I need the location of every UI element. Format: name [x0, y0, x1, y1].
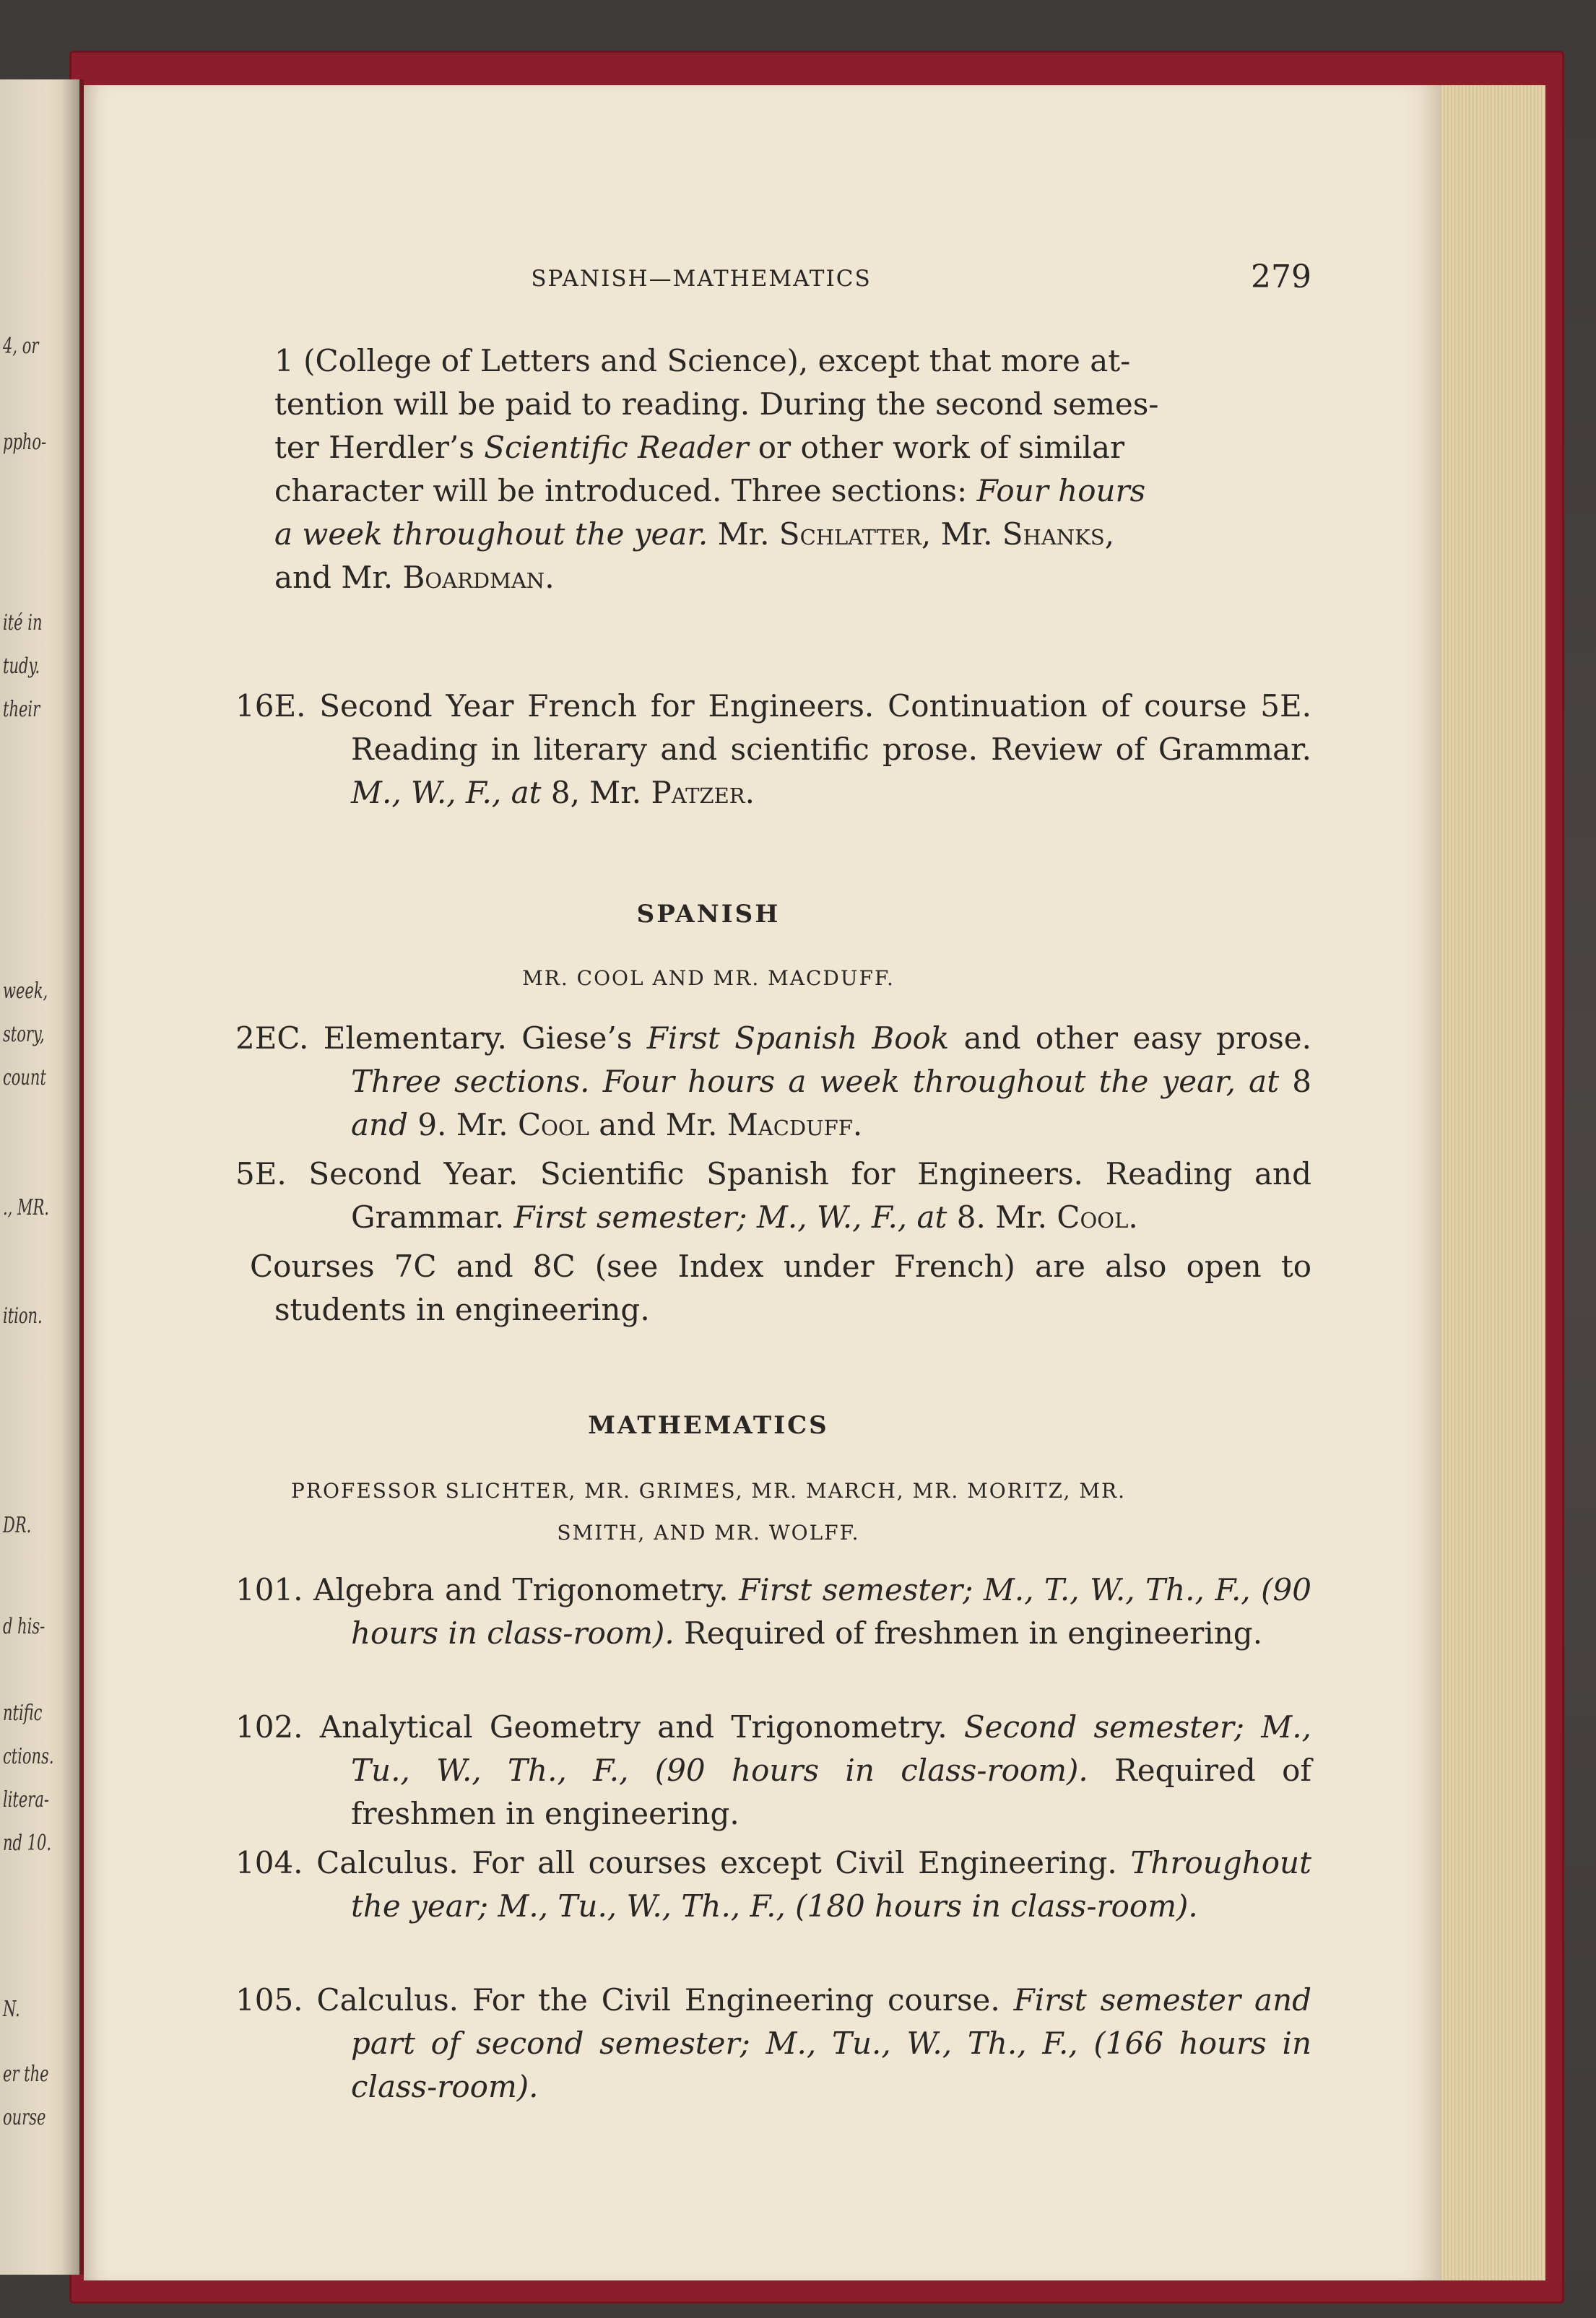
text-span: ter Herdler’s: [274, 430, 485, 465]
course-description: Analytical Geometry and Trigonometry.: [303, 1709, 964, 1745]
left-page-fragment: ppho-: [3, 430, 47, 455]
left-page-fragment: 4, or: [3, 334, 39, 359]
course-number: 102.: [235, 1709, 303, 1745]
course-number: 5E.: [235, 1156, 287, 1191]
text-line: 1 (College of Letters and Science), except that more at-: [274, 343, 1131, 378]
left-page-fragment: N.: [3, 1997, 20, 2022]
page-number: 279: [1251, 259, 1311, 295]
text-span: .: [852, 1107, 863, 1142]
course-description: Algebra and Trigonometry.: [303, 1572, 740, 1607]
schedule-text: First semester and part of second semester; M., Tu., W., Th., F., (166 hours in class-room).: [351, 1982, 1312, 2104]
course-description: Calculus. For all courses except Civil Engineering.: [303, 1845, 1131, 1880]
left-page-fragment: story,: [3, 1022, 45, 1047]
left-page-fragment: ition.: [3, 1303, 43, 1329]
schedule-text: Four hours: [976, 473, 1146, 508]
text-line: [274, 469, 1311, 513]
text-line: [274, 556, 1311, 599]
instructor-name: Macduff: [727, 1107, 853, 1142]
book-page: [84, 85, 1441, 2280]
left-page-fragment: er the: [3, 2062, 49, 2087]
text-span: character will be introduced. Three sections:: [274, 473, 977, 508]
running-title: SPANISH—MATHEMATICS: [531, 266, 872, 292]
schedule-text: Throughout the year; M., Tu., W., Th., F., (180 hours in class-room).: [351, 1845, 1311, 1924]
course-104: [235, 1841, 1311, 1928]
text-span: Mr.: [708, 516, 779, 552]
text-line: [274, 426, 1311, 469]
text-span: and Mr.: [589, 1107, 727, 1142]
left-page-fragment: week,: [3, 978, 48, 1004]
instructor-name: Cool: [1057, 1199, 1129, 1235]
schedule-text: a week throughout the year.: [274, 516, 708, 552]
text-span: ,: [1104, 516, 1115, 552]
section-heading-spanish: SPANISH: [636, 900, 781, 929]
running-head: [250, 259, 1311, 302]
text-span: Required of freshmen in engineering.: [351, 1753, 1311, 1831]
text-span: 8, Mr.: [541, 775, 651, 810]
text-span: .: [545, 560, 555, 595]
left-page-fragment: d his-: [3, 1614, 45, 1639]
left-page-fragment: tudy.: [3, 654, 40, 679]
course-105: [235, 1979, 1311, 2109]
book-title: First Spanish Book: [646, 1020, 950, 1056]
left-page-fragment: nd 10.: [3, 1831, 52, 1856]
left-page-fragment: count: [3, 1065, 46, 1090]
left-page-fragment: ctions.: [3, 1744, 54, 1769]
course-number: 16E.: [235, 688, 306, 724]
text-span: 8. Mr.: [947, 1199, 1057, 1235]
text-span: and Mr.: [274, 560, 403, 595]
instructor-name: Boardman: [402, 560, 545, 595]
course-number: 105.: [235, 1982, 303, 2018]
schedule-text: M., W., F., at: [351, 775, 542, 810]
left-page-fragment: litera-: [3, 1787, 49, 1813]
schedule-text: Three sections. Four hours a week throughout the year, at: [351, 1064, 1280, 1099]
left-page-fragment: their: [3, 697, 40, 722]
left-page-fragment: ., MR.: [3, 1195, 50, 1220]
french-continuation: [250, 339, 1311, 599]
course-5e: [235, 1153, 1311, 1239]
text-line: [274, 513, 1311, 556]
text-span: 8: [1279, 1064, 1312, 1099]
left-page-fragment: DR.: [3, 1513, 32, 1538]
book-title: Scientific Reader: [484, 430, 749, 465]
mathematics-staff: [214, 1470, 1203, 1554]
page-edges: [1437, 85, 1550, 2280]
staff-line: PROFESSOR SLICHTER, MR. GRIMES, MR. MARCH, MR. MORITZ, MR.: [291, 1479, 1126, 1503]
course-description: Calculus. For the Civil Engineering course.: [303, 1982, 1014, 2018]
spanish-note: Courses 7C and 8C (see Index under French) are also open to students in engineering.: [250, 1249, 1311, 1327]
course-number: 101.: [235, 1572, 303, 1607]
staff-line: SMITH, AND MR. WOLFF.: [557, 1521, 860, 1545]
text-span: and other easy prose.: [949, 1020, 1311, 1056]
spanish-staff: MR. COOL AND MR. MACDUFF.: [522, 966, 895, 990]
course-number: 2EC.: [235, 1020, 309, 1056]
instructor-name: Shanks: [1002, 516, 1105, 552]
course-16e: [235, 685, 1311, 815]
course-description: Elementary. Giese’s: [308, 1020, 647, 1056]
course-number: 104.: [235, 1845, 303, 1880]
instructor-name: Schlatter: [779, 516, 921, 552]
schedule-text: Second semester; M., Tu., W., Th., F., (90 hours in class-room).: [351, 1709, 1311, 1788]
section-heading-mathematics: MATHEMATICS: [588, 1411, 829, 1440]
course-101: [235, 1568, 1311, 1655]
left-page-fragment: ntific: [3, 1701, 43, 1726]
text-span: .: [1128, 1199, 1138, 1235]
instructor-name: Cool: [517, 1107, 589, 1142]
course-102: [235, 1706, 1311, 1836]
course-description: Second Year. Scientific Spanish for Engineers. Reading and Grammar.: [286, 1156, 1311, 1235]
text-span: Required of freshmen in engineering.: [674, 1615, 1263, 1651]
left-page-fragment: ourse: [3, 2105, 46, 2130]
text-span: , Mr.: [921, 516, 1002, 552]
text-span: or other work of similar: [748, 430, 1125, 465]
text-line: tention will be paid to reading. During the second semes-: [274, 386, 1159, 422]
course-description: Second Year French for Engineers. Continuation of course 5E. Reading in literary and scientific prose. Review of Grammar.: [305, 688, 1311, 767]
schedule-text: First semester; M., W., F., at: [513, 1199, 947, 1235]
gutter-shadow: [62, 79, 84, 2275]
course-2ec: [235, 1017, 1311, 1147]
schedule-text: First semester; M., T., W., Th., F., (90 hours in class-room).: [351, 1572, 1311, 1651]
text-span: 9. Mr.: [407, 1107, 518, 1142]
left-page-fragment: ité in: [3, 610, 43, 635]
text-span: .: [745, 775, 755, 810]
instructor-name: Patzer: [651, 775, 745, 810]
schedule-text: and: [351, 1107, 408, 1142]
